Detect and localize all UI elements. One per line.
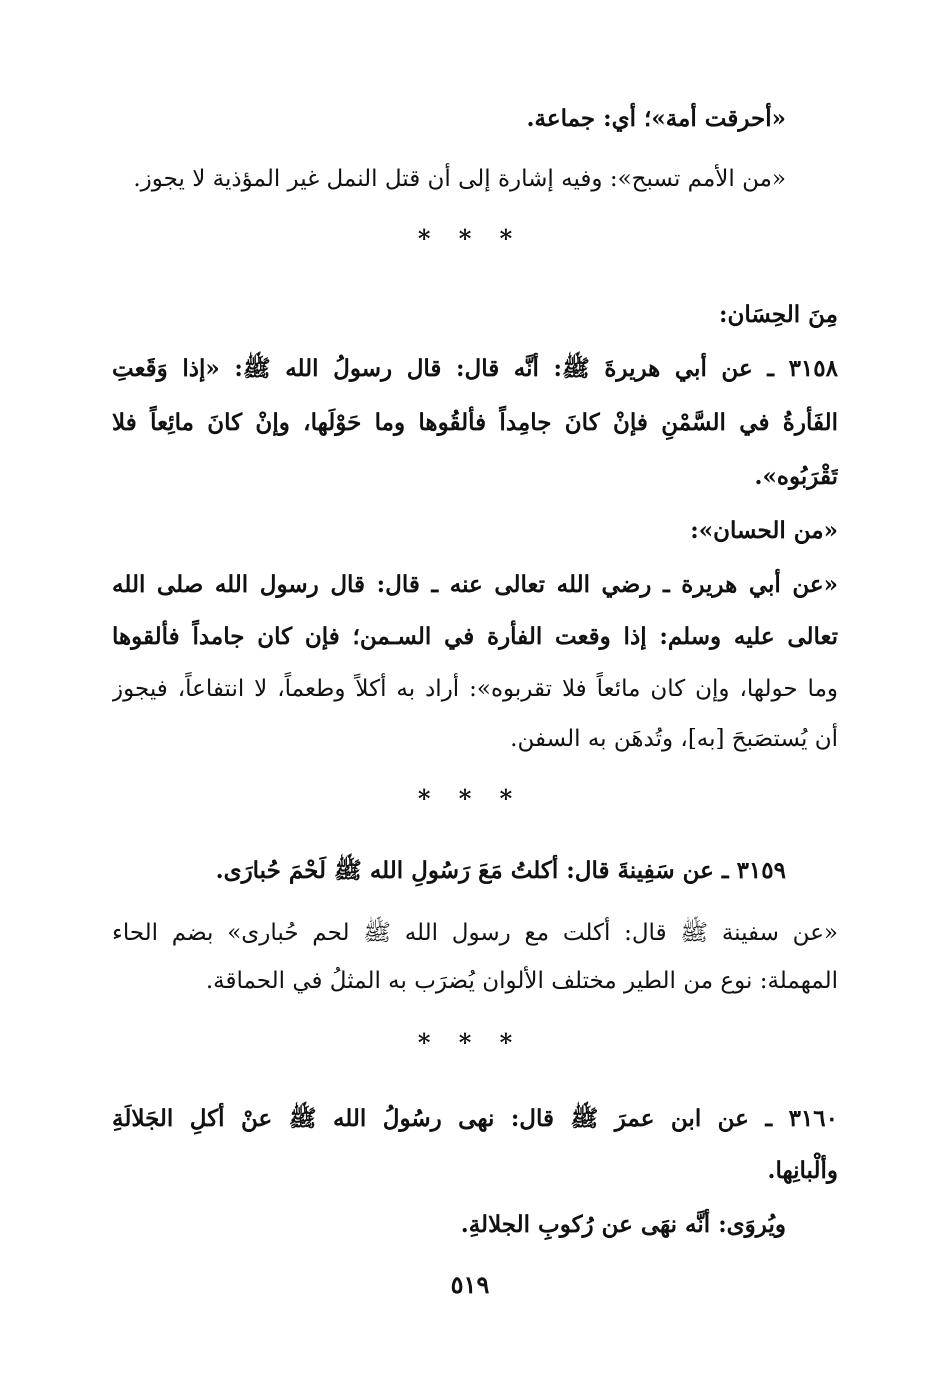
hadith-text-line: ٣١٦٠ ـ عن ابن عمرَ ﷺ قال: نهى رسُولُ الله ﷺ عنْ أكلِ الجَلالَةِ xyxy=(112,1105,838,1132)
hadith-text-line: ٣١٥٩ ـ عن سَفِينةَ قال: أكلتُ مَعَ رَسُولِ الله ﷺ لَحْمَ حُبارَى. xyxy=(215,857,786,884)
section-separator: * * * xyxy=(417,784,523,813)
hadith-text-line: الفَأرةُ في السَّمْنِ فإنْ كانَ جامِداً فألقُوها وما حَوْلَها، وإنْ كانَ مائِعاً فلا xyxy=(112,409,838,436)
section-heading: مِنَ الحِسَان: xyxy=(719,301,838,328)
section-separator: * * * xyxy=(417,224,523,253)
section-separator: * * * xyxy=(417,1028,523,1057)
page-number: ٥١٩ xyxy=(450,1270,490,1299)
commentary-line: «عن أبي هريرة ـ رضي الله تعالى عنه ـ قال: قال رسول الله صلى الله xyxy=(112,571,838,598)
commentary-line xyxy=(112,100,786,138)
hadith-text-line: وألْبانِها. xyxy=(767,1157,838,1184)
hadith-text-line: ٣١٥٨ ـ عن أبي هريرةَ ﷺ: أنَّه قال: قال رسولُ الله ﷺ: «إذا وَقَعتِ xyxy=(112,355,838,382)
commentary-line: المهملة: نوع من الطير مختلف الألوان يُضرَب به المثلُ في الحماقة. xyxy=(205,968,838,994)
hadith-text-line: ويُروَى: أنَّه نهَى عن رُكوبِ الجلالةِ. xyxy=(460,1211,786,1238)
commentary-line: «من الأمم تسبح»: وفيه إشارة إلى أن قتل النمل غير المؤذية لا يجوز. xyxy=(133,166,786,192)
bold-text: «أحرقت أمة»؛ أي: جماعة. xyxy=(526,105,786,132)
commentary-line: وما حولها، وإن كان مائعاً فلا تقربوه»: أراد به أكلاً وطعماً، لا انتفاعاً، فيجوز xyxy=(112,676,838,702)
commentary-line: «عن سفينة ﷺ قال: أكلت مع رسول الله ﷺ لحم حُبارى» بضم الحاء xyxy=(112,920,838,946)
hadith-text-line: تَقْرَبُوه». xyxy=(754,463,838,490)
commentary-line: أن يُستصَبحَ [به]، وتُدهَن به السفن. xyxy=(510,726,838,752)
commentary-heading: «من الحسان»: xyxy=(690,517,838,544)
commentary-line: تعالى عليه وسلم: إذا وقعت الفأرة في السـمن؛ فإن كان جامداً فألقوها xyxy=(112,623,838,650)
